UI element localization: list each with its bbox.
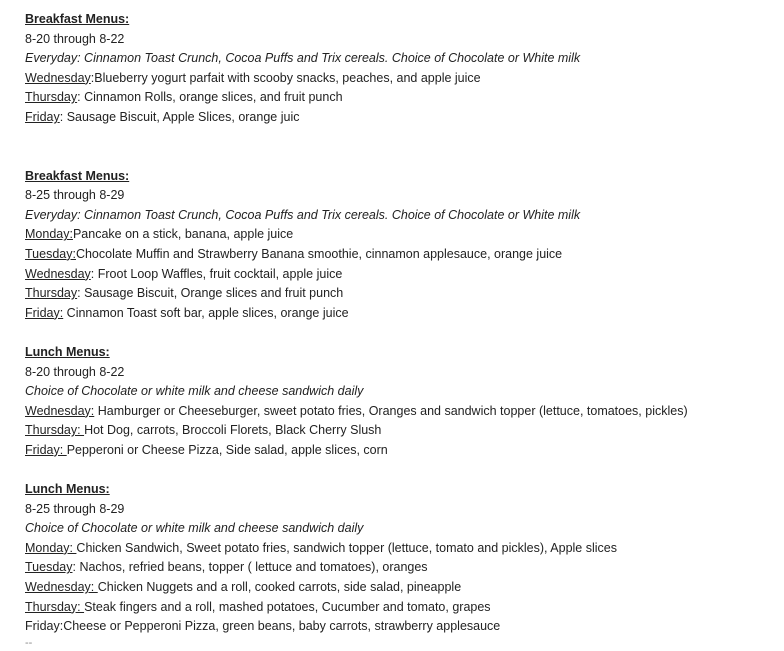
section-heading: Lunch Menus: [25, 344, 110, 359]
menu-text: Hot Dog, carrots, Broccoli Florets, Black Cherry Slush [84, 423, 382, 438]
menu-text: Pepperoni or Cheese Pizza, Side salad, apple slices, corn [66, 442, 388, 457]
menu-text: Cinnamon Toast soft bar, apple slices, orange juice [63, 305, 349, 320]
menu-text: Sausage Biscuit, Orange slices and fruit punch [80, 286, 344, 301]
breakfast-menu-week-2 [25, 167, 784, 324]
day-label: Thursday [25, 286, 78, 301]
daily-note: Choice of Chocolate or white milk and cheese sandwich daily [25, 384, 364, 399]
menu-text: Nachos, refried beans, topper ( lettuce and tomatoes), oranges [75, 560, 428, 575]
section-heading: Breakfast Menus: [25, 168, 130, 183]
day-label: Friday: [25, 442, 67, 457]
day-separator: : [72, 560, 76, 575]
menu-item-friday: Friday:Cheese or Pepperoni Pizza, green beans, baby carrots, strawberry applesauce [25, 619, 501, 634]
menu-item-friday [25, 304, 784, 324]
menu-item-wednesday [25, 402, 784, 422]
section-heading: Breakfast Menus: [25, 12, 130, 26]
menu-item-friday [25, 108, 784, 128]
day-label: Monday: [25, 540, 77, 555]
menu-item-wednesday [25, 265, 784, 285]
menu-item-wednesday [25, 69, 784, 89]
daily-note: Choice of Chocolate or white milk and cheese sandwich daily [25, 521, 364, 536]
spacer [25, 460, 784, 480]
menu-item-friday [25, 441, 784, 461]
date-range: 8-25 through 8-29 [25, 188, 125, 203]
menu-text: Steak fingers and a roll, mashed potatoes, Cucumber and tomato, grapes [84, 599, 491, 614]
day-separator: : [77, 286, 81, 301]
day-label: Tuesday: [25, 246, 76, 261]
day-separator: : [90, 70, 95, 85]
day-label: Wednesday: [25, 580, 98, 595]
menu-text: Hamburger or Cheeseburger, sweet potato fries, Oranges and sandwich topper (lettuce, tomatoes, pickles) [94, 403, 688, 418]
day-label: Thursday [25, 90, 78, 105]
menu-text: Chicken Nuggets and a roll, cooked carrots, side salad, pineapple [97, 580, 462, 595]
menu-text: Chicken Sandwich, Sweet potato fries, sandwich topper (lettuce, tomato and pickles), Apple slices [76, 540, 617, 555]
day-label: Friday [25, 109, 60, 124]
date-range: 8-20 through 8-22 [25, 31, 125, 46]
menu-item-wednesday [25, 578, 784, 598]
menu-text: Blueberry yogurt parfait with scooby snacks, peaches, and apple juice [94, 70, 481, 85]
section-heading: Lunch Menus: [25, 482, 110, 497]
day-label: Thursday: [25, 423, 85, 438]
menu-text: Froot Loop Waffles, fruit cocktail, apple juice [94, 266, 343, 281]
menu-item-monday [25, 225, 784, 245]
day-label: Monday: [25, 227, 73, 242]
menu-item-thursday [25, 88, 784, 108]
day-label: Thursday: [25, 599, 85, 614]
menu-item-tuesday [25, 245, 784, 265]
day-separator: : [59, 109, 64, 124]
menu-item-thursday [25, 421, 784, 441]
daily-note: Everyday: Cinnamon Toast Crunch, Cocoa Puffs and Trix cereals. Choice of Chocolate or White milk [25, 51, 581, 66]
day-separator: : [77, 90, 81, 105]
menu-item-thursday [25, 598, 784, 618]
lunch-menu-week-2 [25, 480, 784, 637]
trailing-mark: -- [25, 636, 33, 649]
menu-text: Cinnamon Rolls, orange slices, and fruit punch [80, 90, 343, 105]
date-range: 8-25 through 8-29 [25, 501, 125, 516]
menu-text: Sausage Biscuit, Apple Slices, orange juic [63, 109, 300, 124]
menu-text: Pancake on a stick, banana, apple juice [72, 227, 294, 242]
lunch-menu-week-1 [25, 343, 784, 461]
daily-note: Everyday: Cinnamon Toast Crunch, Cocoa Puffs and Trix cereals. Choice of Chocolate or White milk [25, 207, 581, 222]
day-label: Wednesday [25, 266, 91, 281]
menu-item-thursday [25, 284, 784, 304]
breakfast-menu-week-1 [25, 10, 784, 128]
day-label: Friday: [25, 305, 64, 320]
day-label: Tuesday [25, 560, 73, 575]
day-separator: : [90, 266, 95, 281]
date-range: 8-20 through 8-22 [25, 364, 125, 379]
menu-item-tuesday [25, 558, 784, 578]
menu-item-monday [25, 539, 784, 559]
day-label: Wednesday [25, 70, 91, 85]
spacer [25, 128, 784, 167]
spacer [25, 323, 784, 343]
menu-text: Chocolate Muffin and Strawberry Banana smoothie, cinnamon applesauce, orange juice [75, 246, 563, 261]
day-label: Wednesday: [25, 403, 95, 418]
